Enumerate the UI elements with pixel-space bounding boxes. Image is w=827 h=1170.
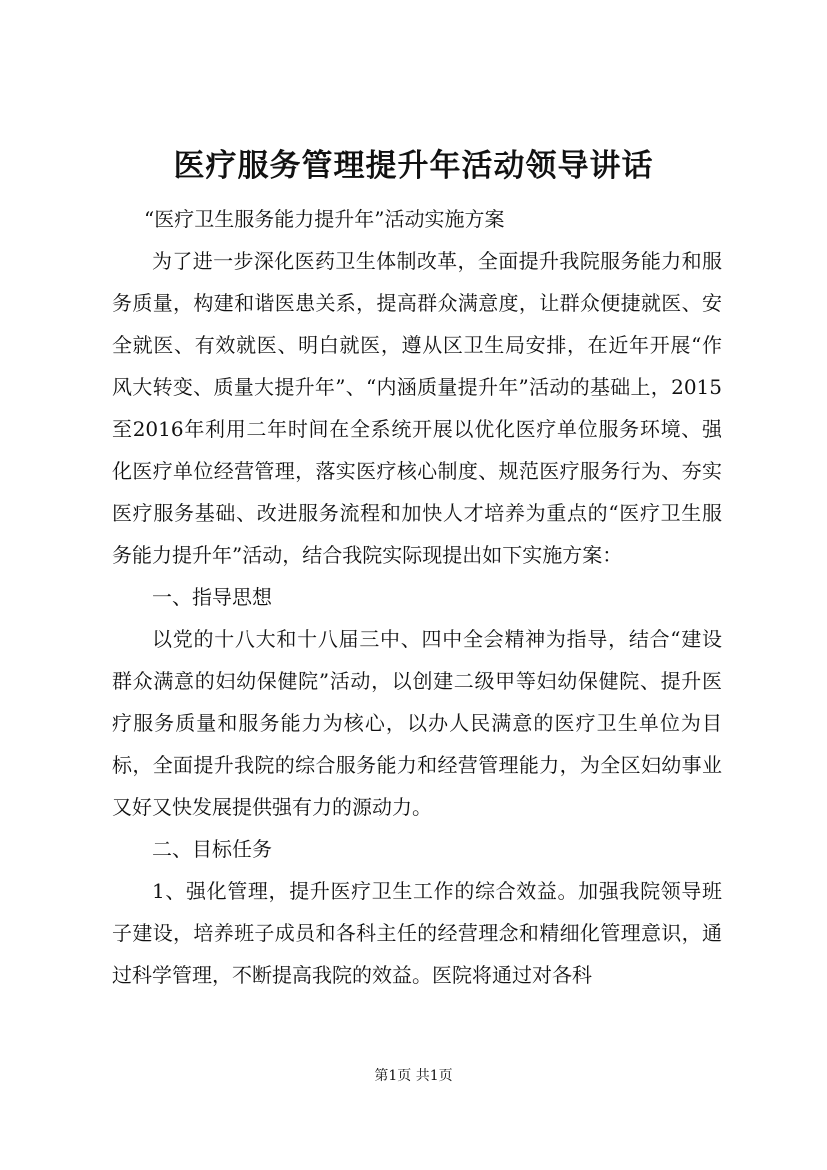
- page-number-footer: 第1页 共1页: [374, 1068, 453, 1084]
- section-heading-guiding-ideology: 一、指导思想: [152, 585, 272, 609]
- paragraph-goal-1: 1、强化管理，提升医疗卫生工作的综合效益。加强我院领导班子建设，培养班子成员和各科主任的经营理念和精细化管理意识，通过科学管理，不断提高我院的效益。医院将通过对各科: [112, 879, 722, 987]
- paragraph-guiding-ideology: 以党的十八大和十八届三中、四中全会精神为指导，结合“建设群众满意的妇幼保健院”活动，以创建二级甲等妇幼保健院、提升医疗服务质量和服务能力为核心，以办人民满意的医疗卫生单位为目标，全面提升我院的综合服务能力和经营管理能力，为全区妇幼事业又好又快发展提供强有力的源动力。: [112, 627, 722, 819]
- document-title: 医疗服务管理提升年活动领导讲话: [173, 148, 654, 184]
- document-body: [112, 198, 722, 996]
- section-heading-goals-tasks: 二、目标任务: [152, 837, 272, 861]
- document-subtitle: “医疗卫生服务能力提升年”活动实施方案: [144, 207, 505, 231]
- paragraph-intro: 为了进一步深化医药卫生体制改革，全面提升我院服务能力和服务质量，构建和谐医患关系，提高群众满意度，让群众便捷就医、安全就医、有效就医、明白就医，遵从区卫生局安排，在近年开展“作风大转变、质量大提升年”、“内涵质量提升年”活动的基础上，2015至2016年利用二年时间在全系统开展以优化医疗单位服务环境、强化医疗单位经营管理，落实医疗核心制度、规范医疗服务行为、夯实医疗服务基础、改进服务流程和加快人才培养为重点的“医疗卫生服务能力提升年”活动，结合我院实际现提出如下实施方案：: [112, 249, 722, 567]
